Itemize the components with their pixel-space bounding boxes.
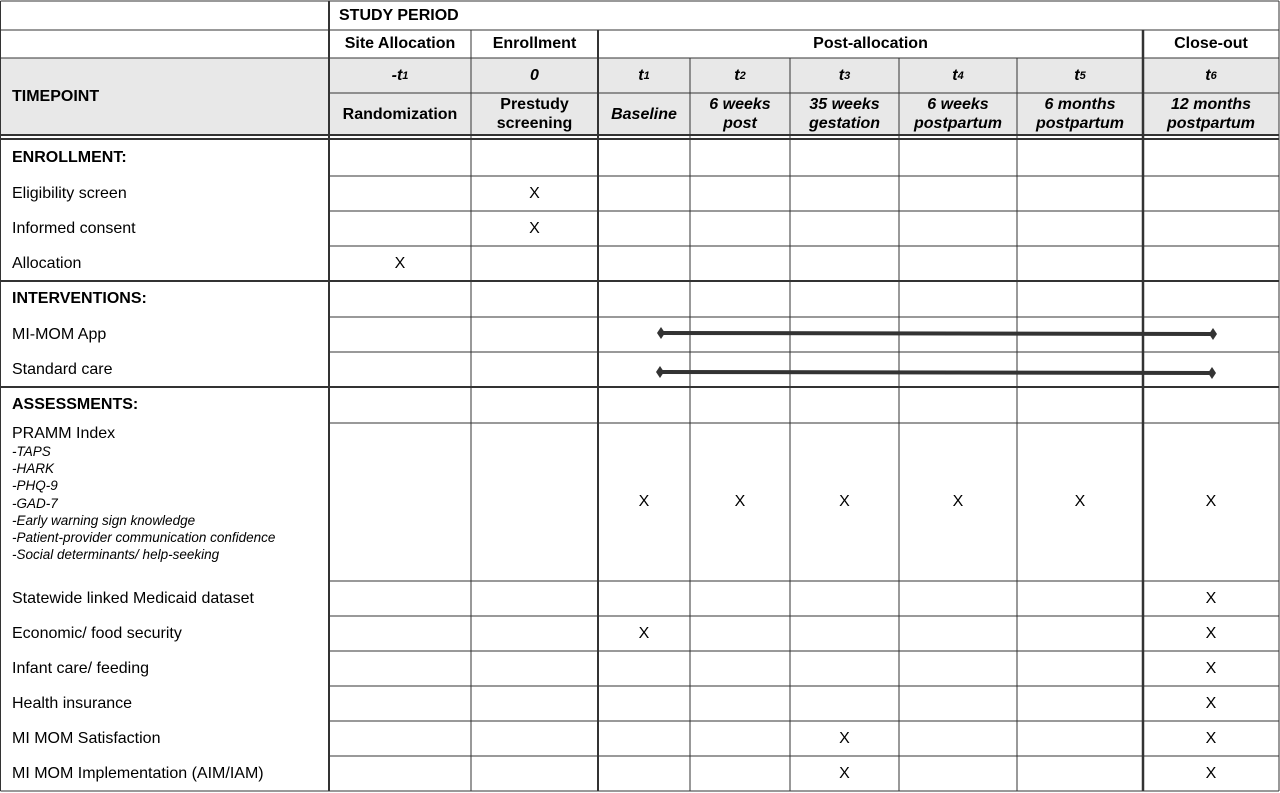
timepoint-code-text: 0 (530, 66, 539, 84)
timepoint-code-text: t (952, 66, 958, 84)
row-label-satisfaction: MI MOM Satisfaction (12, 729, 161, 747)
timepoint-code-text: t (1205, 66, 1211, 84)
timepoint-code (471, 58, 598, 93)
timepoint-label: Baseline (611, 105, 677, 123)
standard-care-end-diamond-icon (1208, 367, 1216, 379)
row-label-medicaid: Statewide linked Medicaid dataset (12, 589, 254, 607)
mimom-app-end-diamond-icon (1209, 328, 1217, 340)
pramm-subitem: -GAD-7 (12, 495, 58, 511)
mark-pramm: X (734, 493, 746, 510)
timepoint-code (690, 58, 790, 93)
timepoint-code-text: t (838, 66, 845, 84)
timepoint-code (329, 58, 471, 93)
mark-pramm: X (638, 493, 650, 510)
pramm-subitem: -Early warning sign knowledge (12, 512, 196, 528)
mark-pramm: X (1205, 493, 1217, 510)
timepoint-label: 6 weeks postpartum (914, 96, 1002, 132)
pramm-index-block (12, 425, 275, 563)
timepoint-code-text: -t (391, 66, 403, 84)
row-label-infant: Infant care/ feeding (12, 659, 149, 677)
mark-satisfaction: X (839, 729, 850, 747)
mark-economic: X (1205, 624, 1217, 642)
timepoint-label: 6 months postpartum (1036, 96, 1124, 132)
row-label-implementation: MI MOM Implementation (AIM/IAM) (12, 764, 264, 782)
pramm-subitem: -HARK (12, 461, 55, 477)
mark-satisfaction: X (1205, 729, 1217, 747)
timepoint-code (790, 58, 899, 93)
timepoint-label: Randomization (342, 105, 458, 123)
timepoint-label: 12 months postpartum (1167, 96, 1255, 132)
row-label-standard_care: Standard care (12, 360, 113, 378)
mark-consent: X (529, 219, 540, 237)
mimom-app-span-line (661, 333, 1213, 334)
section-enrollment: ENROLLMENT: (12, 148, 127, 166)
timepoint-label: Prestudy screening (496, 96, 573, 132)
timepoint-subscript: 5 (1079, 69, 1086, 82)
pramm-index-label: PRAMM Index (12, 425, 116, 442)
mark-allocation: X (394, 254, 406, 272)
study-period-header: STUDY PERIOD (339, 6, 459, 24)
timepoint-code-text: t (638, 66, 644, 84)
timepoint-code (598, 58, 690, 93)
mark-economic: X (638, 624, 650, 642)
timepoint-code (1017, 58, 1143, 93)
timepoint-label: 35 weeks gestation (808, 96, 881, 132)
mark-implementation: X (839, 764, 850, 782)
row-label-economic: Economic/ food security (12, 624, 182, 642)
timepoint-subscript: 3 (844, 69, 851, 82)
timepoint-subscript: 2 (739, 69, 746, 82)
mimom-app-start-diamond-icon (657, 327, 665, 339)
timepoint-label: TIMEPOINT (12, 87, 100, 105)
mark-implementation: X (1205, 764, 1217, 782)
section-interventions: INTERVENTIONS: (12, 290, 147, 307)
pramm-subitem: -Social determinants/ help-seeking (12, 547, 220, 563)
timepoint-subscript: 6 (1210, 69, 1217, 82)
pramm-subitem: -TAPS (12, 444, 51, 459)
timepoint-subscript: 4 (957, 69, 964, 82)
timepoint-subscript: 1 (643, 69, 650, 82)
row-label-consent: Informed consent (12, 219, 136, 237)
mark-pramm: X (1074, 493, 1086, 510)
pramm-subitem: -PHQ-9 (12, 478, 58, 494)
standard-care-start-diamond-icon (656, 366, 664, 378)
mark-medicaid: X (1205, 589, 1217, 607)
row-label-eligibility: Eligibility screen (12, 184, 127, 202)
phase-enrollment: Enrollment (492, 35, 577, 52)
section-assessments: ASSESSMENTS: (12, 396, 139, 413)
phase-close-out: Close-out (1174, 35, 1248, 52)
mark-eligibility: X (529, 184, 540, 202)
mark-infant: X (1205, 659, 1217, 677)
timepoint-code-text: t (734, 66, 740, 84)
pramm-subitem: -Patient-provider communication confidence (12, 530, 276, 546)
mark-pramm: X (952, 493, 964, 510)
phase-post-allocation: Post-allocation (813, 35, 928, 52)
timepoint-label: 6 weeks post (709, 96, 771, 132)
timepoint-subscript: 1 (402, 69, 409, 82)
mark-insurance: X (1205, 694, 1217, 712)
phase-site-allocation: Site Allocation (344, 35, 456, 52)
timepoint-code-text: t (1074, 66, 1080, 84)
timepoint-code (899, 58, 1017, 93)
row-label-mimom_app: MI-MOM App (12, 325, 107, 343)
mark-pramm: X (839, 493, 850, 510)
timepoint-code (1143, 58, 1279, 93)
row-label-allocation: Allocation (12, 254, 82, 272)
standard-care-span-line (660, 372, 1212, 373)
row-label-insurance: Health insurance (12, 694, 133, 712)
